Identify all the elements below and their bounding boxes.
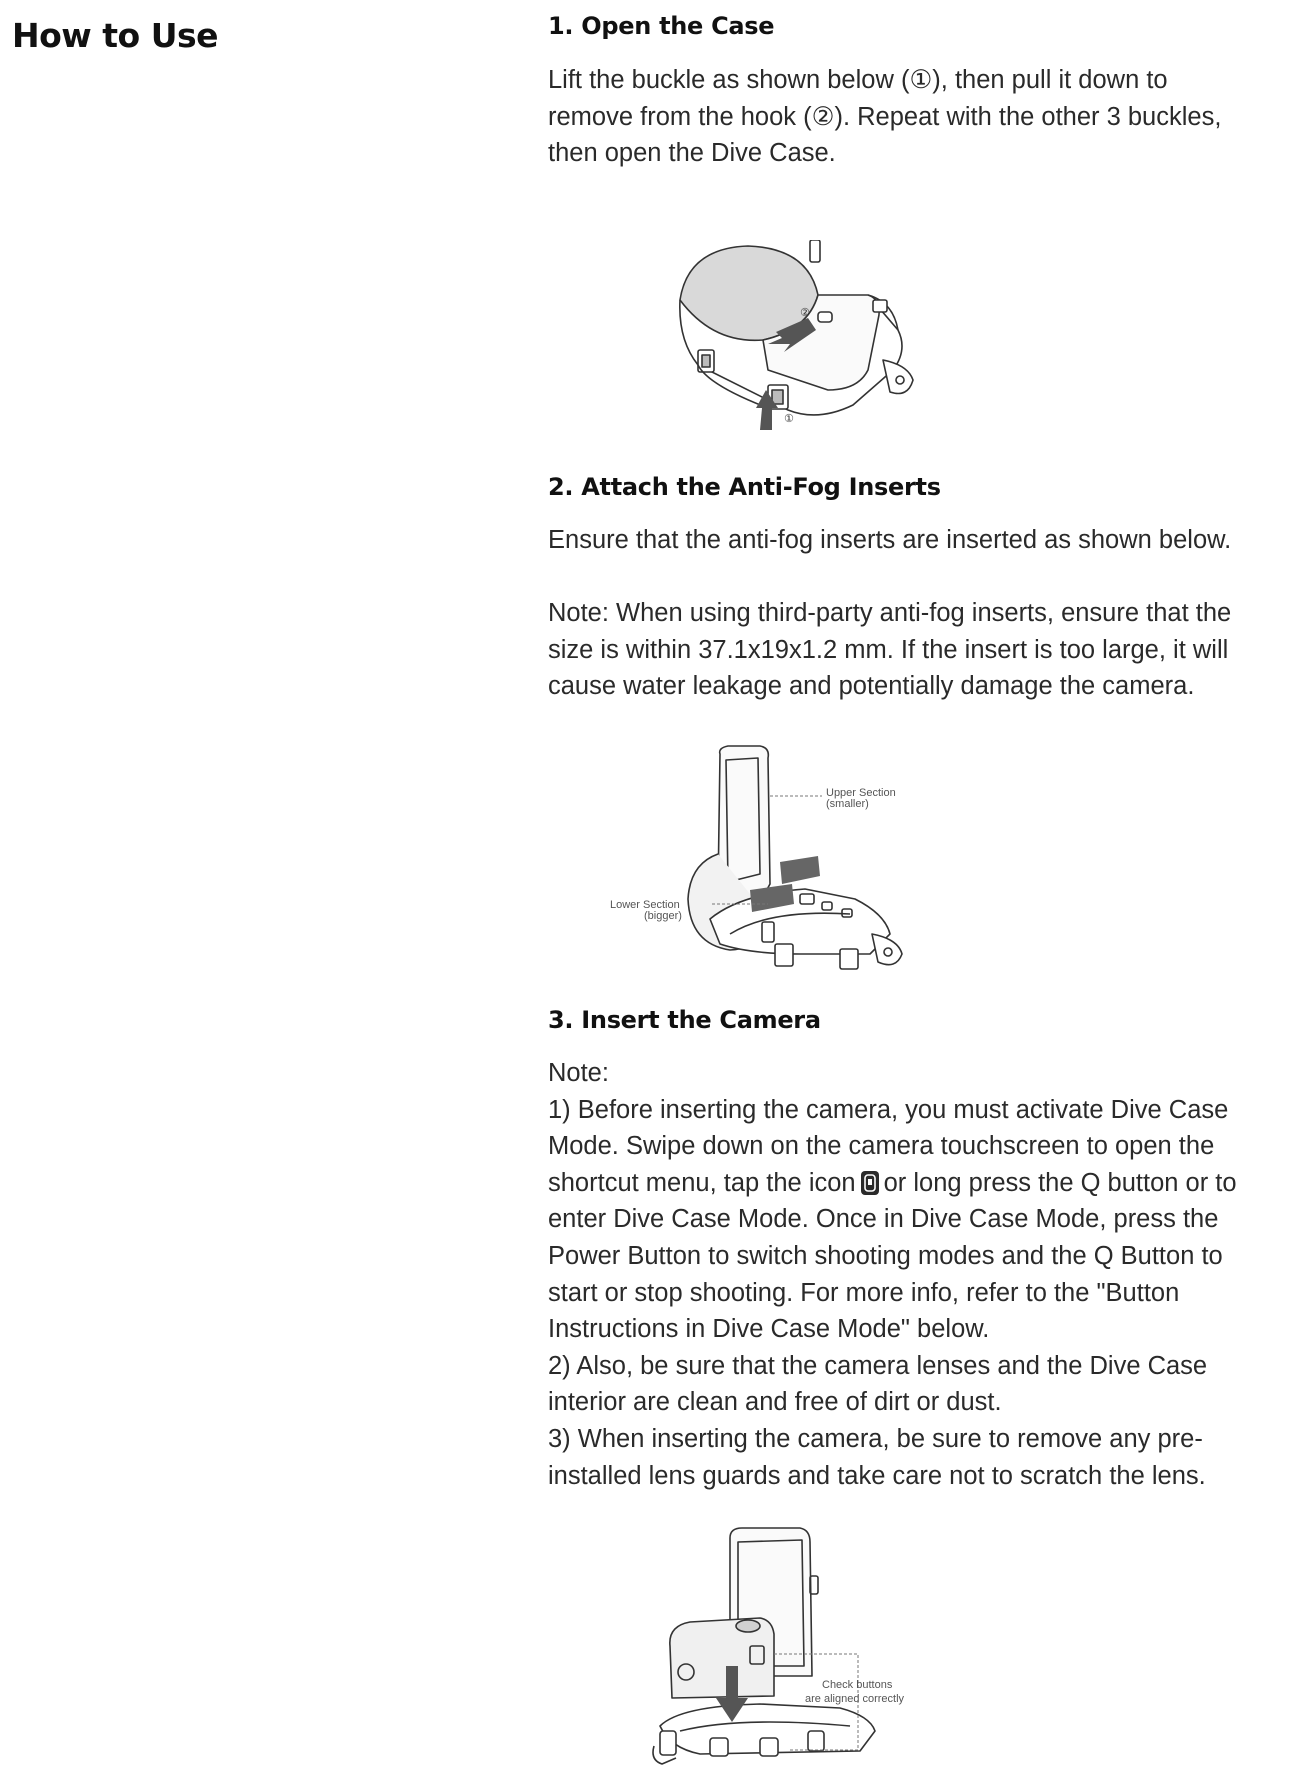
section-body-insert-camera xyxy=(548,1055,1248,1494)
section-title-anti-fog: 2. Attach the Anti-Fog Inserts xyxy=(548,473,941,501)
figure-insert-camera xyxy=(650,1526,930,1766)
section-body-open-case xyxy=(548,62,1248,172)
check-buttons-sub-label: are aligned correctly xyxy=(805,1693,905,1705)
dive-case-mode-icon xyxy=(860,1170,880,1196)
note-1-text-before: 1) Before inserting the camera, you must activate Dive Case Mode. Swipe down on the camera touchscreen to open the shortcut menu, tap the icon xyxy=(548,1095,1229,1197)
section-body-anti-fog xyxy=(548,522,1248,705)
note-3: 3) When inserting the camera, be sure to remove any pre-installed lens guards and take care not to scratch the lens. xyxy=(548,1424,1206,1490)
figure-open-case xyxy=(668,240,918,430)
check-buttons-label: Check buttons xyxy=(822,1679,893,1691)
note-1-text-after: or long press the Q button or to enter Dive Case Mode. Once in Dive Case Mode, press the Power Button to switch shooting modes and the Q Button to start or stop shooting. For more info, refer to the "Button Instructions in Dive Case Mode" below. xyxy=(548,1168,1237,1344)
upper-section-sub-label: (smaller) xyxy=(826,798,869,810)
marker-1: ① xyxy=(784,412,794,425)
figure-anti-fog xyxy=(610,744,910,984)
note-1 xyxy=(548,1092,1248,1348)
dive-case-closed-illustration xyxy=(668,240,918,430)
paragraph: Ensure that the anti-fog inserts are inserted as shown below. xyxy=(548,526,1232,554)
note-heading: Note: xyxy=(548,1059,609,1087)
lower-section-sub-label: (bigger) xyxy=(644,910,682,922)
paragraph-note: Note: When using third-party anti-fog inserts, ensure that the size is within 37.1x19x1.2 mm. If the insert is too large, it will cause water leakage and potentially damage the camera. xyxy=(548,599,1232,701)
note-2: 2) Also, be sure that the camera lenses and the Dive Case interior are clean and free of dirt or dust. xyxy=(548,1351,1208,1417)
upper-section-label: Upper Section xyxy=(826,787,896,799)
marker-2: ② xyxy=(800,306,810,319)
insert-camera-illustration xyxy=(650,1526,930,1766)
paragraph: Lift the buckle as shown below (①), then pull it down to remove from the hook (②). Repeat with the other 3 buckles, then open the Dive Case. xyxy=(548,66,1222,168)
anti-fog-inserts-illustration xyxy=(610,744,910,984)
section-title-open-case: 1. Open the Case xyxy=(548,12,775,40)
lower-section-label: Lower Section xyxy=(610,899,680,911)
section-title-insert-camera: 3. Insert the Camera xyxy=(548,1006,821,1034)
page-title: How to Use xyxy=(12,16,219,55)
